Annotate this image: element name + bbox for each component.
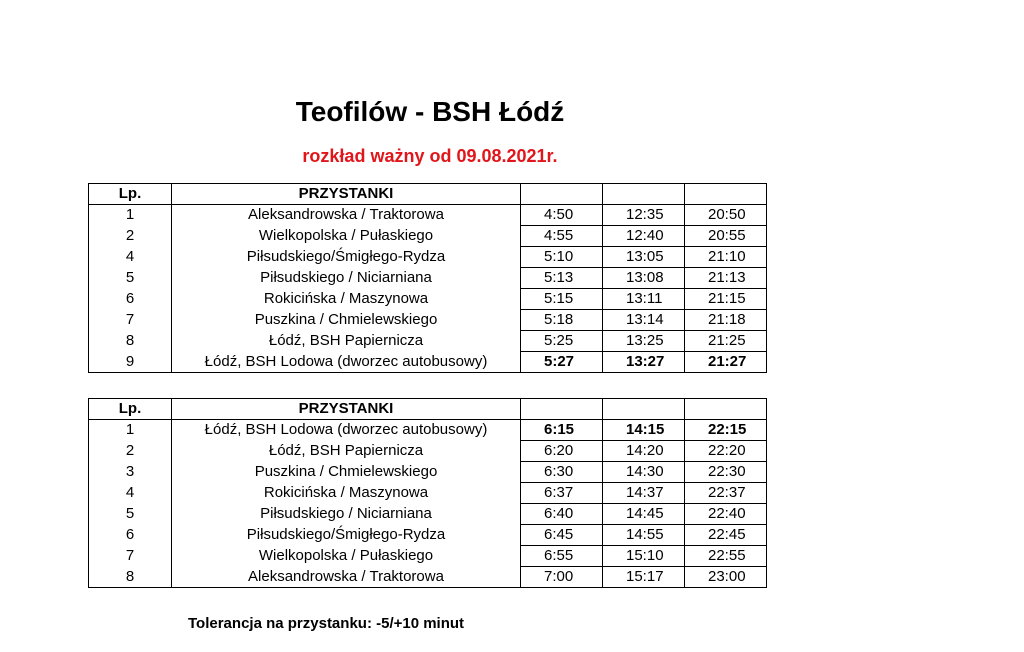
header-time-2 bbox=[603, 184, 685, 205]
row-number: 4 bbox=[89, 247, 172, 268]
table-row bbox=[89, 504, 767, 525]
departure-time: 6:15 bbox=[521, 420, 603, 441]
departure-time: 5:25 bbox=[521, 331, 603, 352]
departure-time: 6:30 bbox=[521, 462, 603, 483]
departure-time: 13:25 bbox=[603, 331, 685, 352]
timetable-outbound bbox=[88, 183, 767, 373]
departure-time: 21:13 bbox=[685, 268, 767, 289]
table-row bbox=[89, 567, 767, 588]
header-time-1 bbox=[521, 399, 603, 420]
row-number: 5 bbox=[89, 504, 172, 525]
departure-time: 12:35 bbox=[603, 205, 685, 226]
table-row bbox=[89, 546, 767, 567]
stop-name: Piłsudskiego/Śmigłego-Rydza bbox=[172, 247, 521, 268]
stop-name: Rokicińska / Maszynowa bbox=[172, 289, 521, 310]
departure-time: 7:00 bbox=[521, 567, 603, 588]
table-row bbox=[89, 247, 767, 268]
departure-time: 6:20 bbox=[521, 441, 603, 462]
stop-name: Łódź, BSH Lodowa (dworzec autobusowy) bbox=[172, 352, 521, 373]
header-time-3 bbox=[685, 399, 767, 420]
header-stops: PRZYSTANKI bbox=[172, 399, 521, 420]
row-number: 6 bbox=[89, 289, 172, 310]
stop-name: Aleksandrowska / Traktorowa bbox=[172, 567, 521, 588]
departure-time: 13:14 bbox=[603, 310, 685, 331]
row-number: 1 bbox=[89, 420, 172, 441]
stop-name: Piłsudskiego / Niciarniana bbox=[172, 504, 521, 525]
table-header-row bbox=[89, 184, 767, 205]
departure-time: 13:08 bbox=[603, 268, 685, 289]
departure-time: 22:55 bbox=[685, 546, 767, 567]
departure-time: 21:27 bbox=[685, 352, 767, 373]
departure-time: 21:10 bbox=[685, 247, 767, 268]
table-row bbox=[89, 483, 767, 504]
timetable-body bbox=[89, 184, 767, 373]
header-time-1 bbox=[521, 184, 603, 205]
departure-time: 5:27 bbox=[521, 352, 603, 373]
departure-time: 23:00 bbox=[685, 567, 767, 588]
timetable-return bbox=[88, 398, 767, 588]
timetable-body bbox=[89, 399, 767, 588]
row-number: 7 bbox=[89, 310, 172, 331]
departure-time: 6:45 bbox=[521, 525, 603, 546]
departure-time: 13:27 bbox=[603, 352, 685, 373]
stop-name: Łódź, BSH Lodowa (dworzec autobusowy) bbox=[172, 420, 521, 441]
table-header-row bbox=[89, 399, 767, 420]
departure-time: 14:15 bbox=[603, 420, 685, 441]
departure-time: 5:18 bbox=[521, 310, 603, 331]
departure-time: 22:40 bbox=[685, 504, 767, 525]
table-row bbox=[89, 289, 767, 310]
row-number: 3 bbox=[89, 462, 172, 483]
table-row bbox=[89, 352, 767, 373]
validity-subtitle: rozkład ważny od 09.08.2021r. bbox=[302, 146, 558, 166]
departure-time: 22:20 bbox=[685, 441, 767, 462]
row-number: 1 bbox=[89, 205, 172, 226]
departure-time: 13:11 bbox=[603, 289, 685, 310]
departure-time: 4:55 bbox=[521, 226, 603, 247]
stop-name: Rokicińska / Maszynowa bbox=[172, 483, 521, 504]
header-stops: PRZYSTANKI bbox=[172, 184, 521, 205]
table-row bbox=[89, 205, 767, 226]
departure-time: 14:30 bbox=[603, 462, 685, 483]
row-number: 4 bbox=[89, 483, 172, 504]
stop-name: Łódź, BSH Papiernicza bbox=[172, 331, 521, 352]
header-time-2 bbox=[603, 399, 685, 420]
row-number: 8 bbox=[89, 567, 172, 588]
departure-time: 5:13 bbox=[521, 268, 603, 289]
stop-name: Piłsudskiego / Niciarniana bbox=[172, 268, 521, 289]
departure-time: 21:18 bbox=[685, 310, 767, 331]
departure-time: 13:05 bbox=[603, 247, 685, 268]
departure-time: 6:55 bbox=[521, 546, 603, 567]
departure-time: 22:45 bbox=[685, 525, 767, 546]
row-number: 9 bbox=[89, 352, 172, 373]
table-row bbox=[89, 525, 767, 546]
departure-time: 6:40 bbox=[521, 504, 603, 525]
stop-name: Aleksandrowska / Traktorowa bbox=[172, 205, 521, 226]
stop-name: Wielkopolska / Pułaskiego bbox=[172, 546, 521, 567]
departure-time: 14:45 bbox=[603, 504, 685, 525]
departure-time: 20:55 bbox=[685, 226, 767, 247]
row-number: 2 bbox=[89, 226, 172, 247]
header-lp: Lp. bbox=[89, 184, 172, 205]
table-row bbox=[89, 226, 767, 247]
table-row bbox=[89, 331, 767, 352]
departure-time: 14:20 bbox=[603, 441, 685, 462]
stop-name: Puszkina / Chmielewskiego bbox=[172, 462, 521, 483]
table-row bbox=[89, 268, 767, 289]
departure-time: 14:55 bbox=[603, 525, 685, 546]
departure-time: 5:15 bbox=[521, 289, 603, 310]
departure-time: 20:50 bbox=[685, 205, 767, 226]
table-row bbox=[89, 441, 767, 462]
stop-name: Piłsudskiego/Śmigłego-Rydza bbox=[172, 525, 521, 546]
row-number: 6 bbox=[89, 525, 172, 546]
table-row bbox=[89, 420, 767, 441]
row-number: 5 bbox=[89, 268, 172, 289]
departure-time: 15:10 bbox=[603, 546, 685, 567]
row-number: 8 bbox=[89, 331, 172, 352]
departure-time: 4:50 bbox=[521, 205, 603, 226]
departure-time: 22:30 bbox=[685, 462, 767, 483]
departure-time: 14:37 bbox=[603, 483, 685, 504]
departure-time: 22:37 bbox=[685, 483, 767, 504]
tolerance-note: Tolerancja na przystanku: -5/+10 minut bbox=[188, 615, 465, 632]
table-row bbox=[89, 310, 767, 331]
stop-name: Puszkina / Chmielewskiego bbox=[172, 310, 521, 331]
departure-time: 5:10 bbox=[521, 247, 603, 268]
departure-time: 15:17 bbox=[603, 567, 685, 588]
header-lp: Lp. bbox=[89, 399, 172, 420]
stop-name: Wielkopolska / Pułaskiego bbox=[172, 226, 521, 247]
departure-time: 12:40 bbox=[603, 226, 685, 247]
departure-time: 22:15 bbox=[685, 420, 767, 441]
row-number: 2 bbox=[89, 441, 172, 462]
departure-time: 21:15 bbox=[685, 289, 767, 310]
page-title: Teofilów - BSH Łódź bbox=[295, 96, 565, 127]
departure-time: 21:25 bbox=[685, 331, 767, 352]
header-time-3 bbox=[685, 184, 767, 205]
departure-time: 6:37 bbox=[521, 483, 603, 504]
row-number: 7 bbox=[89, 546, 172, 567]
stop-name: Łódź, BSH Papiernicza bbox=[172, 441, 521, 462]
table-row bbox=[89, 462, 767, 483]
